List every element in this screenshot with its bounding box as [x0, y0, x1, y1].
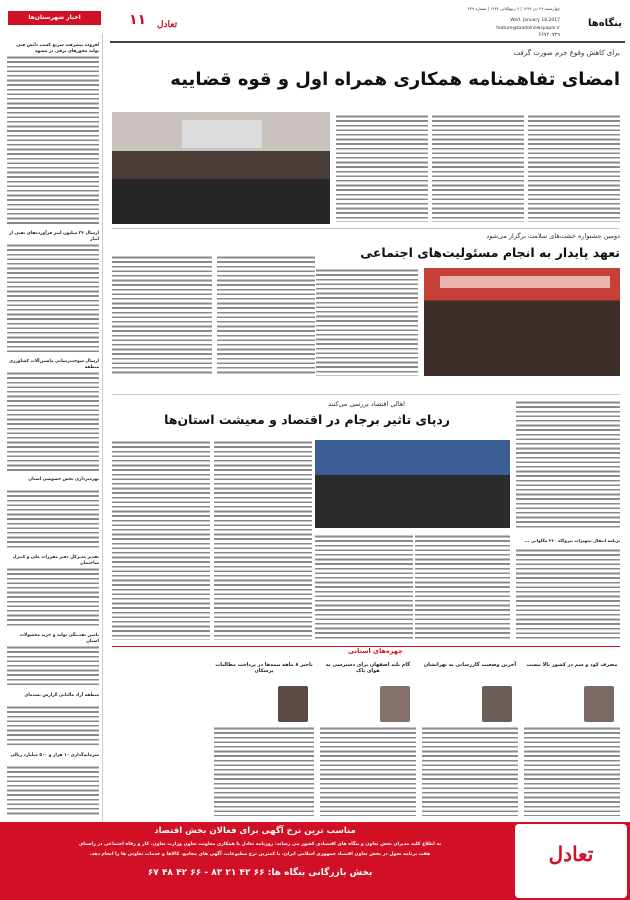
sidebox-title: برنامه انتقال تجهیزات نیروگاه ۲۶۰ مگاواتی ... — [524, 538, 620, 543]
story3-intro-col — [516, 400, 620, 530]
sidebar-headline-4: بهره‌برداری بخش خصوصی استان — [28, 477, 99, 482]
footer-line-2: هفت برنامه تحول در بخش تعاون اقتصاد جمهوری اسلامی ایران، با کمترین نرخ مطبوعات، آگهی های مجامع، کالاها و خدمات تعاونی ها را انجام دهد. — [89, 852, 431, 857]
lead-col-1 — [528, 114, 620, 222]
story3-col-3 — [315, 534, 413, 640]
provincial-item-1 — [524, 662, 620, 818]
person-photo — [482, 686, 512, 722]
sidebar-headline-6: تامین نقدینگی تولید و خرید محصولات استان — [19, 633, 99, 644]
story3-col-1 — [112, 440, 210, 640]
sidebar-news — [5, 33, 103, 823]
sidebar-headline-5: تقدیر مدیرکل دفتر مقررات ملی و کنترل ساختمان — [12, 555, 99, 566]
lead-headline: امضای تفاهمنامه همکاری همراه اول و قوه قضاییه — [170, 69, 620, 90]
email-address: feature@taadolnewspaper.ir — [496, 26, 560, 31]
lead-col-2 — [432, 114, 524, 222]
page-number: ۱۱ — [129, 12, 147, 28]
story2-col-2 — [217, 255, 315, 375]
footer-logo-text: تعادل — [548, 842, 594, 866]
story3-photo — [315, 440, 510, 528]
date-english: Wed. January 18.2017 — [510, 18, 560, 23]
provincial-title: تاخیر ۸ ماهه بیمه‌ها در پرداخت مطالبات پزشکان — [215, 662, 313, 674]
footer-title: مناسب ترین نرخ آگهی برای فعالان بخش اقتصاد — [154, 826, 356, 836]
provincial-body — [214, 726, 314, 816]
lead-col-3 — [336, 114, 428, 222]
sidebar-body-8 — [7, 765, 99, 817]
provincial-body — [422, 726, 518, 816]
story3-kicker: اهالی اقتصاد بررسی می‌کنند — [328, 400, 405, 408]
sidebar-body-2 — [7, 243, 99, 353]
lead-kicker: برای کاهش وقوع جرم صورت گرفت — [513, 49, 620, 57]
sidebar-headline-2: ارسال ۳۲ میلیون لیتر فرآورده‌های نفتی از انبار — [9, 231, 99, 242]
story2-photo — [424, 268, 620, 376]
story2-headline: تعهد پایدار به انجام مسئولیت‌های اجتماعی — [360, 245, 620, 260]
sidebar-headline-1: افزوده پیشرفت سریع کسب دانش فنی تولید محورهای برقی در مشهد — [16, 43, 99, 54]
sidebar-headline-3: ارسال سوخت‌رسانی ماشین‌آلات کشاورزی منطقه — [9, 359, 99, 370]
sidebar-body-7 — [7, 705, 99, 747]
phone-number: ۶۶۷۲۰۷۲۹ — [538, 32, 560, 38]
provincial-title: آخرین وضعیت گازرسانی به تهرانشان — [423, 662, 517, 668]
sidebox-body — [516, 548, 620, 640]
footer-logo — [515, 824, 627, 898]
banner-image — [440, 276, 610, 288]
page-title: بنگاه‌ها — [588, 18, 622, 29]
person-photo — [278, 686, 308, 722]
footer-line-1: به اطلاع کلیه مدیران بخش تعاون و بنگاه های اقتصادی کشور می رساند: روزنامه تعادل با همکاری معاونت تعاون وزارت تعاون، کار و رفاه اجتماعی در راستای — [78, 842, 442, 847]
date-line: چهارشنبه ۲۹ دی ۱۳۹۴ | ۷ ربیع‌الثانی ۱۴۳۷ | شماره ۴۳۹ — [467, 6, 560, 11]
provincial-section — [112, 646, 620, 658]
provincial-item-2 — [422, 662, 518, 818]
person-photo — [584, 686, 614, 722]
sidebar-body-6 — [7, 645, 99, 687]
provincial-section-title: چهره‌های استانی — [344, 647, 407, 655]
story2-col-3 — [112, 255, 212, 375]
provincial-title: مصرف کود و سم در کشور بالا نیست — [526, 662, 618, 668]
story2-col-1 — [316, 268, 418, 376]
sidebar-body-5 — [7, 567, 99, 627]
provincial-item-4 — [214, 662, 314, 818]
lead-photo — [112, 112, 330, 224]
newspaper-logo: تعادل — [157, 20, 178, 30]
footer-phone: بخش بازرگانی بنگاه ها: ۶۶ ۴۲ ۲۱ ۸۳ - ۶۶ ۴۲ ۴۸ ۶۷ — [147, 868, 373, 878]
sidebar-body-1 — [7, 55, 99, 225]
story2-kicker: دومین جشنواره خشت‌های سلامت برگزار می‌شود — [486, 232, 620, 240]
provincial-body — [524, 726, 620, 816]
person-photo — [380, 686, 410, 722]
provincial-item-3 — [320, 662, 416, 818]
story3-headline: ردپای تاثیر برجام در اقتصاد و معیشت استان‌ها — [164, 412, 450, 427]
story3-col-2 — [214, 440, 312, 640]
banner-image — [182, 120, 262, 148]
provincial-body — [320, 726, 416, 816]
story3-col-4 — [415, 534, 510, 640]
footer-ad — [0, 822, 630, 900]
sidebar-body-4 — [7, 489, 99, 549]
sidebar-header: اخبار شهرستان‌ها — [8, 11, 101, 25]
sidebar-headline-8: سرمایه‌گذاری ۱۰ هزار و ۵۰۰ میلیارد ریالی — [10, 753, 99, 758]
sidebar-body-3 — [7, 371, 99, 471]
sidebar-headline-7: منطقه آزاد مالیاتی گزارش نشده‌ای — [24, 693, 99, 698]
provincial-title: گام بلند اصفهان برای دسترسی به هوای پاک — [325, 662, 411, 674]
